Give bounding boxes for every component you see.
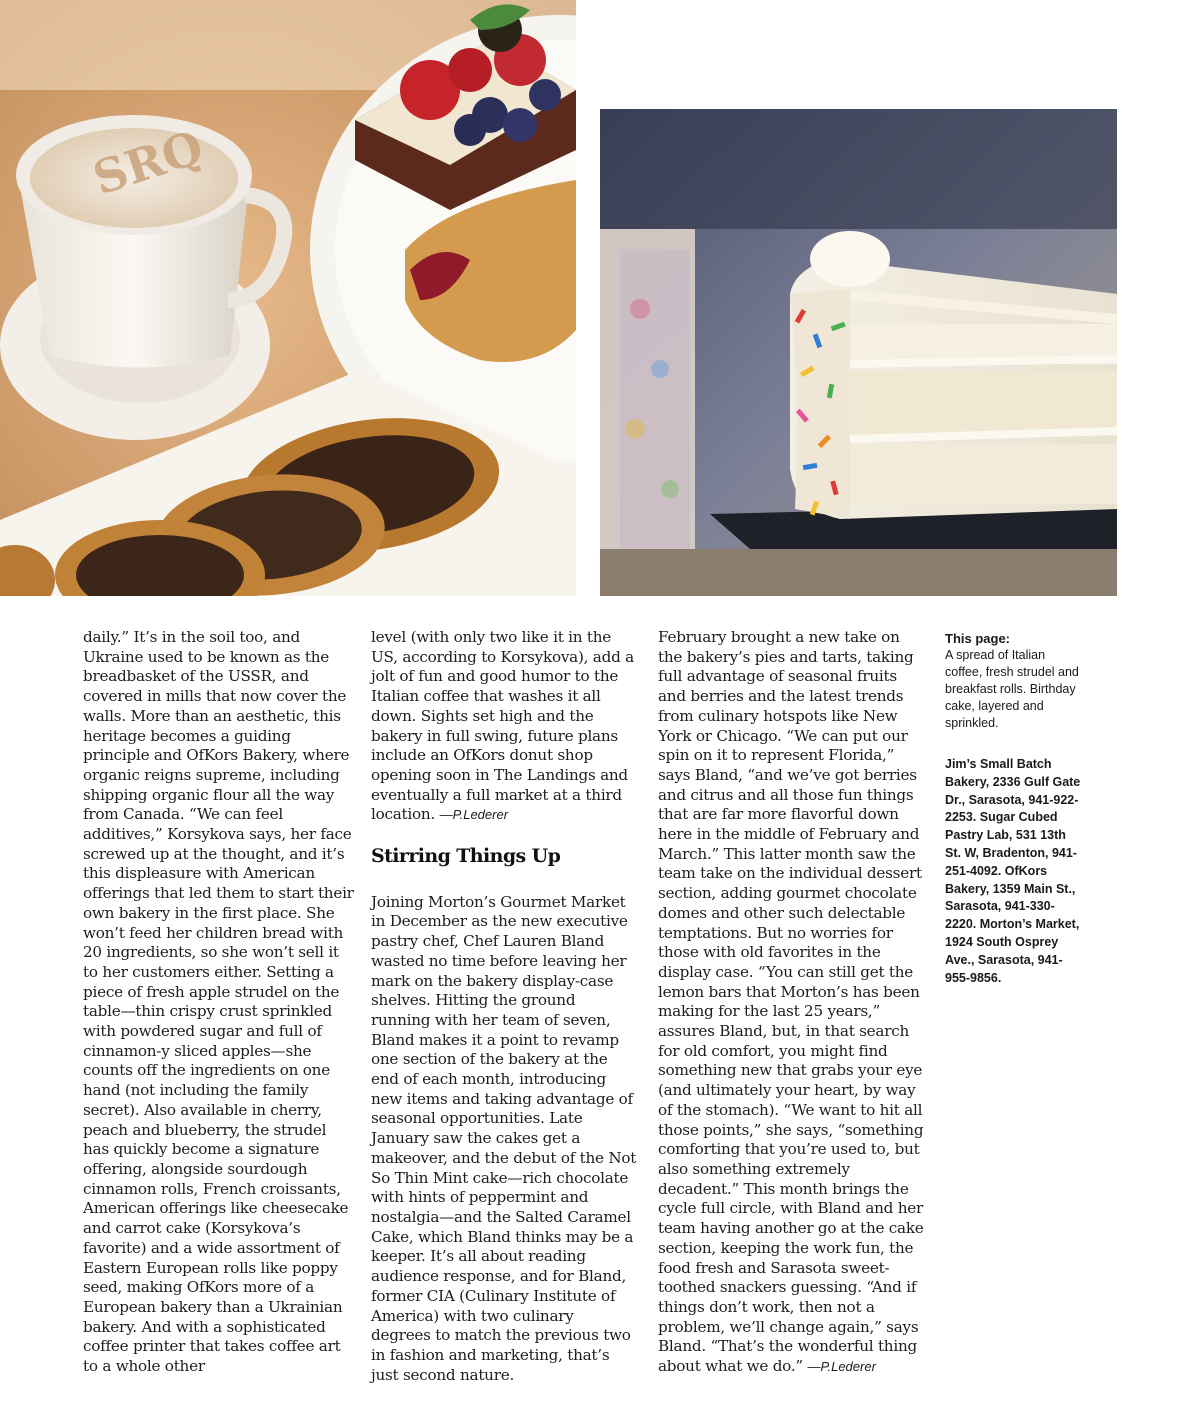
byline: —P.Lederer <box>439 807 509 823</box>
column-3-text <box>658 628 928 1377</box>
column-1-text: daily.” It’s in the soil too, and Ukraine used to be known as the breadbasket of the USSR, and covered in mills that now cover the walls. More than an aesthetic, this heritage becomes a guiding principle and OfKors Bakery, where organic reigns supreme, including shipping organic flour all the way from Canada. “We can feel additives,” Korsykova says, her face screwed up at the thought, and it’s this displeasure with American offerings that led them to start their own bakery in the first place. She won’t feed her children bread with 20 ingredients, so she won’t sell it to her customers either. Setting a piece of fresh apple strudel on the table—thin crispy crust sprinkled with powdered sugar and full of cinnamon-y sliced apples—she counts off the ingredients on one hand (not including the family secret). Also available in cherry, peach and blueberry, the strudel has quickly become a signature offering, alongside sourdough cinnamon rolls, French croissants, American offerings like cheesecake and carrot cake (Korsykova’s favorite) and a wide assortment of Eastern European rolls like poppy seed, making OfKors more of a European bakery than a Ukrainian bakery. And with a sophisticated coffee printer that takes coffee art to a whole other <box>83 628 354 1376</box>
column-2-paragraph-2: Joining Morton’s Gourmet Market in December as the new executive pastry chef, Chef Lauren Bland wasted no time before leaving her mark on the bakery display-case shelves. Hitting the ground running with her team of seven, Bland makes it a point to revamp one section of the bakery at the end of each month, introducing new items and taking advantage of seasonal opportunities. Late January saw the cakes get a makeover, and the debut of the Not So Thin Mint cake—rich chocolate with hints of peppermint and nostalgia—and the Salted Caramel Cake, which Bland thinks may be a keeper. It’s all about reading audience response, and for Bland, former CIA (Culinary Institute of America) with two culinary degrees to match the previous two in fashion and marketing, that’s just second nature. <box>371 892 637 1384</box>
caption-label: This page: <box>945 631 1011 646</box>
section-heading: Stirring Things Up <box>371 845 561 868</box>
birthday-cake-photo <box>600 109 1117 596</box>
article-column-1 <box>83 628 355 1377</box>
bakery-listings: Jim’s Small Batch Bakery, 2336 Gulf Gate Dr., Sarasota, 941-922-2253. Sugar Cubed Pastry Lab, 531 13th St. W, Bradenton, 941-251-4092. OfKors Bakery, 1359 Main St., Sarasota, 941-330-2220. Morton’s Market, 1924 South Osprey Ave., Sarasota, 941-955-9856. <box>945 757 1081 985</box>
srq-latte-art: SRQ <box>86 119 210 206</box>
article-column-2 <box>371 628 637 1385</box>
column-2-text <box>371 628 637 825</box>
column-2-paragraph-1: level (with only two like it in the US, according to Korsykova), add a jolt of fun and good humor to the Italian coffee that washes it all down. Sights set high and the bakery in full swing, future plans include an OfKors donut shop opening soon in The Landings and eventually a full market at a third location. <box>371 628 634 824</box>
sidebar <box>945 630 1085 987</box>
pastry-spread-photo <box>0 0 576 596</box>
article-column-3 <box>658 628 928 1377</box>
photo-caption: A spread of Italian coffee, fresh strudel and breakfast rolls. Birthday cake, layered and sprinkled. <box>945 648 1079 730</box>
column-3-paragraph: February brought a new take on the bakery’s pies and tarts, taking full advantage of seasonal fruits and berries and the latest trends from culinary hotspots like New York or Chicago. “We can put our spin on it to represent Florida,” says Bland, “and we’ve got berries and citrus and all those fun things that are far more flavorful down here in the middle of February and March.” This latter month saw the team take on the individual dessert section, adding gourmet chocolate domes and other such delectable temptations. But no worries for those with old favorites in the display case. “You can still get the lemon bars that Morton’s has been making for the last 25 years,” assures Bland, but, in that search for old comfort, you might find something new that grabs your eye (and ultimately your heart, by way of the stomach). “We want to hit all those points,” she says, “something comforting that you’re used to, but also something extremely decadent.” This month brings the cycle full circle, with Bland and her team having another go at the cake section, keeping the work fun, the food fresh and Sarasota sweet-toothed snackers guessing. “And if things don’t work, then not a problem, we’ll change again,” says Bland. “That’s the wonderful thing about what we do.” <box>658 628 924 1376</box>
byline: —P.Lederer <box>807 1359 876 1375</box>
